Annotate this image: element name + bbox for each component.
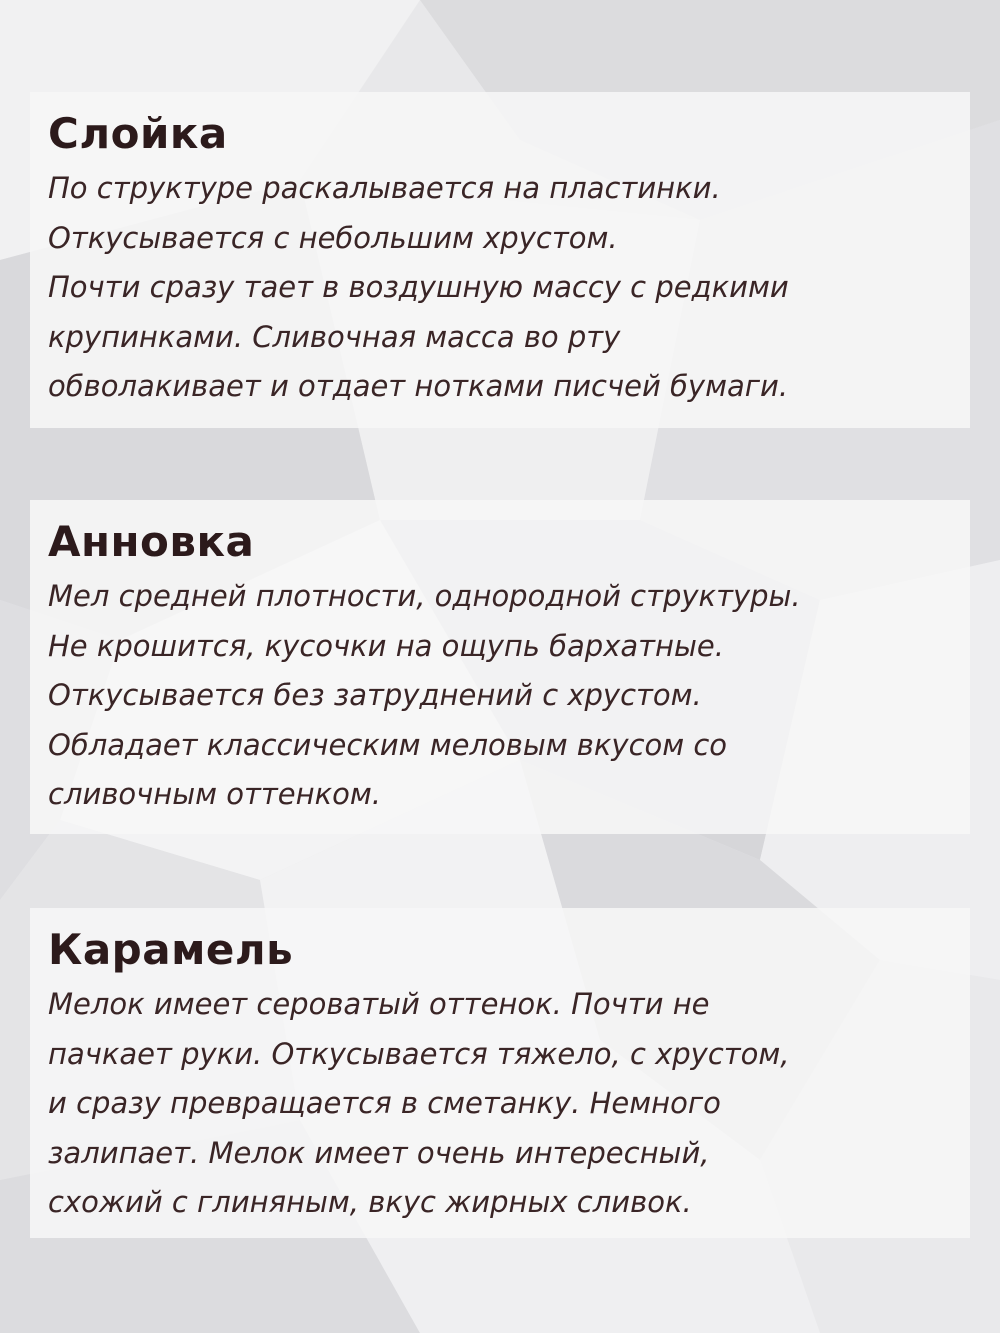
card-description: Мелок имеет сероватый оттенок. Почти не пачкает руки. Откусывается тяжело, с хрустом, и сразу превращается в сметанку. Немного залипает. Мелок имеет очень интересный, схожий с глиняным, вкус жирных сливок.: [48, 987, 790, 1219]
card-title: Карамель: [48, 925, 294, 974]
card-karamel: [30, 908, 970, 1238]
card-annovka: [30, 500, 970, 834]
card-sloyka: [30, 92, 970, 428]
card-title: Анновка: [48, 517, 255, 566]
card-description: Мел средней плотности, однородной структуры. Не крошится, кусочки на ощупь бархатные. Откусывается без затруднений с хрустом. Обладает классическим меловым вкусом со сливочным оттенком.: [48, 579, 801, 811]
card-description: По структуре раскалывается на пластинки. Откусывается с небольшим хрустом. Почти сразу тает в воздушную массу с редкими крупинками. Сливочная масса во рту обволакивает и отдает нотками писчей бумаги.: [48, 171, 789, 403]
card-title: Слойка: [48, 109, 228, 158]
